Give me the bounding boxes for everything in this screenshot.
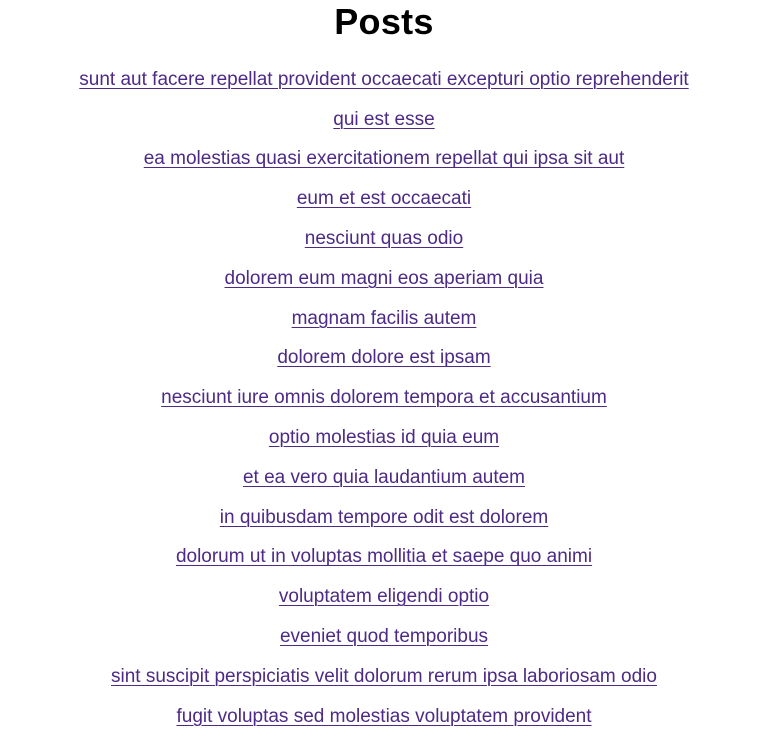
post-link[interactable]: ea molestias quasi exercitationem repellat qui ipsa sit aut: [143, 148, 625, 170]
list-item: [0, 60, 768, 100]
list-item: [0, 179, 768, 219]
list-item: [0, 339, 768, 379]
list-item: [0, 100, 768, 140]
list-item: [0, 577, 768, 617]
list-item: [0, 259, 768, 299]
post-link[interactable]: dolorem dolore est ipsam: [277, 347, 491, 369]
page-title: Posts: [334, 1, 434, 42]
list-item: [0, 299, 768, 339]
list-item: [0, 498, 768, 538]
post-link[interactable]: sint suscipit perspiciatis velit dolorum rerum ipsa laboriosam odio: [111, 665, 657, 687]
post-link[interactable]: voluptatem eligendi optio: [278, 586, 490, 608]
post-list: [0, 60, 768, 737]
post-link[interactable]: sunt aut facere repellat provident occaecati excepturi optio reprehenderit: [79, 68, 689, 90]
list-item: [0, 140, 768, 180]
list-item: [0, 458, 768, 498]
list-item: [0, 219, 768, 259]
post-link[interactable]: qui est esse: [333, 108, 435, 130]
list-item: [0, 378, 768, 418]
post-link[interactable]: dolorum ut in voluptas mollitia et saepe quo animi: [175, 546, 593, 568]
post-link[interactable]: magnam facilis autem: [291, 307, 477, 329]
list-item: [0, 418, 768, 458]
post-link[interactable]: nesciunt quas odio: [304, 228, 464, 250]
post-link[interactable]: eum et est occaecati: [296, 188, 472, 210]
list-item: [0, 657, 768, 697]
post-link[interactable]: eveniet quod temporibus: [279, 626, 489, 648]
list-item: [0, 697, 768, 737]
post-link[interactable]: nesciunt iure omnis dolorem tempora et accusantium: [161, 387, 607, 409]
post-link[interactable]: fugit voluptas sed molestias voluptatem provident: [176, 705, 592, 727]
list-item: [0, 538, 768, 578]
list-item: [0, 617, 768, 657]
post-link[interactable]: optio molestias id quia eum: [268, 427, 500, 449]
post-link[interactable]: et ea vero quia laudantium autem: [242, 466, 525, 488]
post-link[interactable]: dolorem eum magni eos aperiam quia: [224, 267, 544, 289]
post-link[interactable]: in quibusdam tempore odit est dolorem: [219, 506, 549, 528]
